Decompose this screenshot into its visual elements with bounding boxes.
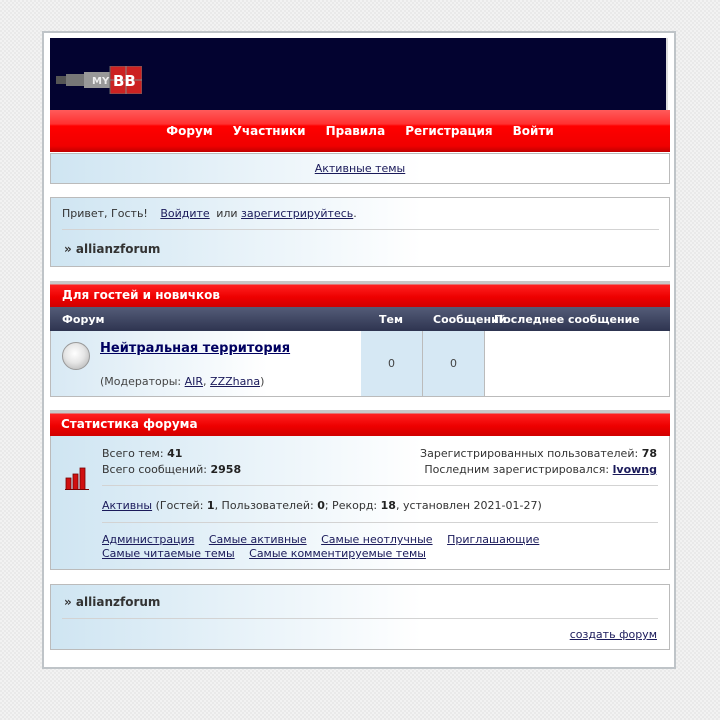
- registered-users-label: Зарегистрированных пользователей:: [420, 447, 639, 460]
- total-posts-value: 2958: [210, 463, 242, 476]
- col-topics: Тем: [379, 313, 403, 326]
- total-posts: [102, 463, 241, 476]
- breadcrumb[interactable]: » allianzforum: [64, 242, 161, 256]
- nav-members[interactable]: Участники: [232, 124, 306, 138]
- site-header: [50, 38, 668, 110]
- forum-title: [100, 341, 290, 356]
- moderators-comma: ,: [203, 375, 211, 388]
- online-line: [102, 499, 542, 512]
- users-value: 0: [317, 499, 325, 512]
- moderators-close: ): [260, 375, 265, 388]
- total-posts-label: Всего сообщений:: [102, 463, 207, 476]
- footer-breadcrumb[interactable]: » allianzforum: [64, 595, 161, 609]
- greeting-text: Привет, Гость!: [62, 207, 148, 220]
- stats-panel: [50, 436, 670, 570]
- record-date: , установлен 2021-01-27): [395, 499, 542, 512]
- divider: [62, 229, 659, 230]
- stats-title: Статистика форума: [50, 410, 670, 436]
- nav-forum[interactable]: Форум: [166, 124, 213, 138]
- active-topics-bar: [50, 153, 670, 184]
- col-forum: Форум: [62, 313, 105, 326]
- mybb-logo[interactable]: [56, 66, 142, 94]
- stats-chart-icon: [65, 466, 89, 490]
- online-link[interactable]: Активны: [102, 499, 153, 512]
- col-last-post: Последнее сообщение: [494, 313, 640, 326]
- category-title: Для гостей и новичков: [50, 281, 670, 307]
- stats-links-row1: [102, 533, 539, 546]
- forum-row: [50, 331, 670, 397]
- link-most-read-topics[interactable]: Самые читаемые темы: [102, 547, 235, 560]
- last-registered-user-link[interactable]: lvowng: [612, 463, 657, 476]
- forum-column-header: [50, 307, 670, 331]
- link-inviters[interactable]: Приглашающие: [447, 533, 540, 546]
- stats-links-row2: [102, 547, 426, 560]
- col-posts: Сообщений: [433, 313, 507, 326]
- last-registered-label: Последним зарегистрировался:: [424, 463, 610, 476]
- link-most-present[interactable]: Самые неотлучные: [321, 533, 433, 546]
- period-text: .: [353, 207, 357, 220]
- users-label: , Пользователей:: [214, 499, 314, 512]
- forum-info-cell: [51, 331, 362, 396]
- nav-login[interactable]: Войти: [512, 124, 554, 138]
- forum-status-icon: [62, 342, 90, 370]
- welcome-line: [62, 207, 357, 220]
- login-link[interactable]: Войдите: [160, 207, 210, 220]
- registered-users: [420, 447, 657, 460]
- welcome-panel: [50, 197, 670, 267]
- registered-users-value: 78: [641, 447, 657, 460]
- divider: [62, 618, 658, 619]
- nav-rules[interactable]: Правила: [325, 124, 386, 138]
- forum-link[interactable]: Нейтральная территория: [100, 341, 291, 356]
- active-topics-link[interactable]: Активные темы: [314, 162, 406, 175]
- svg-text:MY: MY: [92, 76, 110, 87]
- last-post-cell: [485, 331, 669, 396]
- moderators: [100, 375, 264, 388]
- link-administration[interactable]: Администрация: [102, 533, 195, 546]
- moderator-link-zzzhana[interactable]: ZZZhana: [210, 375, 261, 388]
- posts-count: 0: [423, 331, 485, 396]
- total-topics-label: Всего тем:: [102, 447, 164, 460]
- moderator-link-air[interactable]: AIR: [184, 375, 204, 388]
- or-text: или: [216, 207, 238, 220]
- last-registered: [424, 463, 657, 476]
- footer-panel: [50, 584, 670, 650]
- create-forum-link[interactable]: создать форум: [569, 628, 657, 641]
- main-nav: [50, 110, 670, 152]
- guests-label: (Гостей:: [155, 499, 204, 512]
- total-topics-value: 41: [167, 447, 183, 460]
- record-value: 18: [380, 499, 396, 512]
- total-topics: [102, 447, 182, 460]
- divider: [102, 485, 658, 486]
- topics-count: 0: [361, 331, 423, 396]
- register-link[interactable]: зарегистрируйтесь: [241, 207, 354, 220]
- divider: [102, 522, 658, 523]
- moderators-label: (Модераторы:: [100, 375, 185, 388]
- link-most-commented-topics[interactable]: Самые комментируемые темы: [249, 547, 426, 560]
- svg-text:BB: BB: [113, 72, 136, 90]
- nav-register[interactable]: Регистрация: [405, 124, 493, 138]
- link-most-active[interactable]: Самые активные: [208, 533, 307, 546]
- guests-value: 1: [206, 499, 215, 512]
- record-label: ; Рекорд:: [324, 499, 378, 512]
